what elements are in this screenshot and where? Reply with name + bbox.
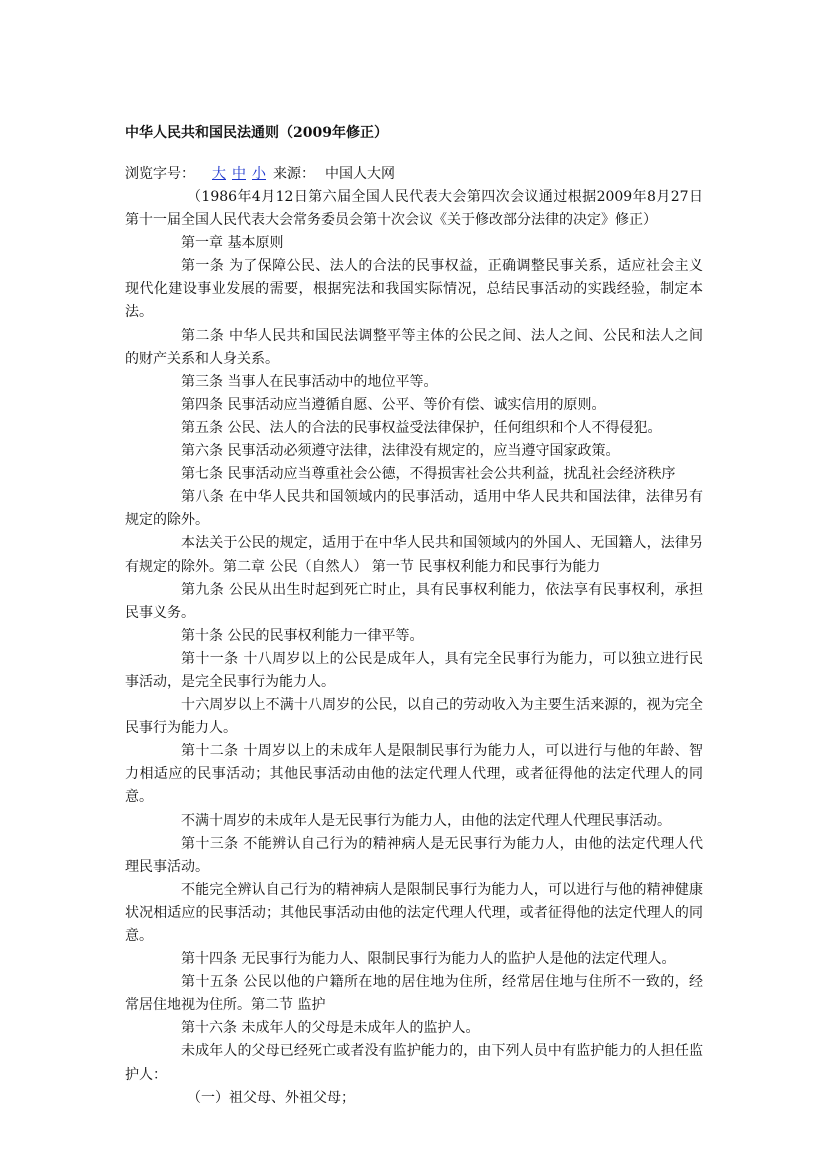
- article-paragraph: 第十四条 无民事行为能力人、限制民事行为能力人的监护人是他的法定代理人。: [181, 951, 676, 968]
- article-paragraph: 十六周岁以上不满十八周岁的公民，以自己的劳动收入为主要生活来源的，视为完全民事行为能力人。: [125, 697, 703, 737]
- article-paragraph: 第七条 民事活动应当尊重社会公德，不得损害社会公共利益，扰乱社会经济秩序: [181, 466, 676, 483]
- article-paragraph: 第十条 公民的民事权利能力一律平等。: [181, 627, 424, 644]
- page-title: 中华人民共和国民法通则（2009年修正）: [125, 125, 388, 141]
- chapter-heading: 第一章 基本原则: [181, 235, 284, 252]
- document-page: [125, 124, 703, 1110]
- font-size-medium-link[interactable]: 中: [232, 166, 246, 182]
- source-label: 来源：: [273, 166, 315, 182]
- document-body: [125, 186, 703, 1110]
- preamble-paragraph: （1986年4月12日第六届全国人民代表大会第四次会议通过根据2009年8月27日第十一届全国人民代表大会常务委员会第十次会议《关于修改部分法律的决定》修正）: [125, 189, 703, 229]
- article-paragraph: 第一条 为了保障公民、法人的合法的民事权益，正确调整民事关系，适应社会主义现代化建设事业发展的需要，根据宪法和我国实际情况，总结民事活动的实践经验，制定本法。: [125, 258, 703, 321]
- article-paragraph: 第二条 中华人民共和国民法调整平等主体的公民之间、法人之间、公民和法人之间的财产关系和人身关系。: [125, 327, 703, 367]
- article-paragraph: 本法关于公民的规定，适用于在中华人民共和国领域内的外国人、无国籍人，法律另有规定的除外。第二章 公民（自然人） 第一节 民事权利能力和民事行为能力: [125, 535, 703, 575]
- article-paragraph: 第十二条 十周岁以上的未成年人是限制民事行为能力人，可以进行与他的年龄、智力相适应的民事活动；其他民事活动由他的法定代理人代理，或者征得他的法定代理人的同意。: [125, 743, 703, 806]
- article-paragraph: 第六条 民事活动必须遵守法律，法律没有规定的，应当遵守国家政策。: [181, 443, 620, 460]
- article-paragraph: 第三条 当事人在民事活动中的地位平等。: [181, 373, 438, 390]
- source-value: 中国人大网: [325, 166, 395, 182]
- font-size-large-link[interactable]: 大: [212, 166, 226, 182]
- article-paragraph: 第八条 在中华人民共和国领域内的民事活动，适用中华人民共和国法律，法律另有规定的除外。: [125, 489, 703, 529]
- font-size-small-link[interactable]: 小: [252, 166, 266, 182]
- article-paragraph: 第五条 公民、法人的合法的民事权益受法律保护，任何组织和个人不得侵犯。: [181, 419, 662, 436]
- article-paragraph: 第十一条 十八周岁以上的公民是成年人，具有完全民事行为能力，可以独立进行民事活动，是完全民事行为能力人。: [125, 650, 703, 690]
- list-item: （一）祖父母、外祖父母；: [187, 1089, 355, 1106]
- article-paragraph: 第九条 公民从出生时起到死亡时止，具有民事权利能力，依法享有民事权利，承担民事义务。: [125, 581, 703, 621]
- article-paragraph: 第十三条 不能辨认自己行为的精神病人是无民事行为能力人，由他的法定代理人代理民事活动。: [125, 835, 703, 875]
- meta-bar: [125, 164, 703, 184]
- article-paragraph: 不满十周岁的未成年人是无民事行为能力人，由他的法定代理人代理民事活动。: [181, 812, 671, 829]
- font-size-label: 浏览字号：: [125, 166, 195, 182]
- article-paragraph: 未成年人的父母已经死亡或者没有监护能力的，由下列人员中有监护能力的人担任监护人：: [125, 1043, 703, 1083]
- article-paragraph: 第四条 民事活动应当遵循自愿、公平、等价有偿、诚实信用的原则。: [181, 396, 606, 413]
- article-paragraph: 不能完全辨认自己行为的精神病人是限制民事行为能力人，可以进行与他的精神健康状况相适应的民事活动；其他民事活动由他的法定代理人代理，或者征得他的法定代理人的同意。: [125, 881, 703, 944]
- article-paragraph: 第十五条 公民以他的户籍所在地的居住地为住所，经常居住地与住所不一致的，经常居住地视为住所。第二节 监护: [125, 974, 703, 1014]
- article-paragraph: 第十六条 未成年人的父母是未成年人的监护人。: [181, 1020, 480, 1037]
